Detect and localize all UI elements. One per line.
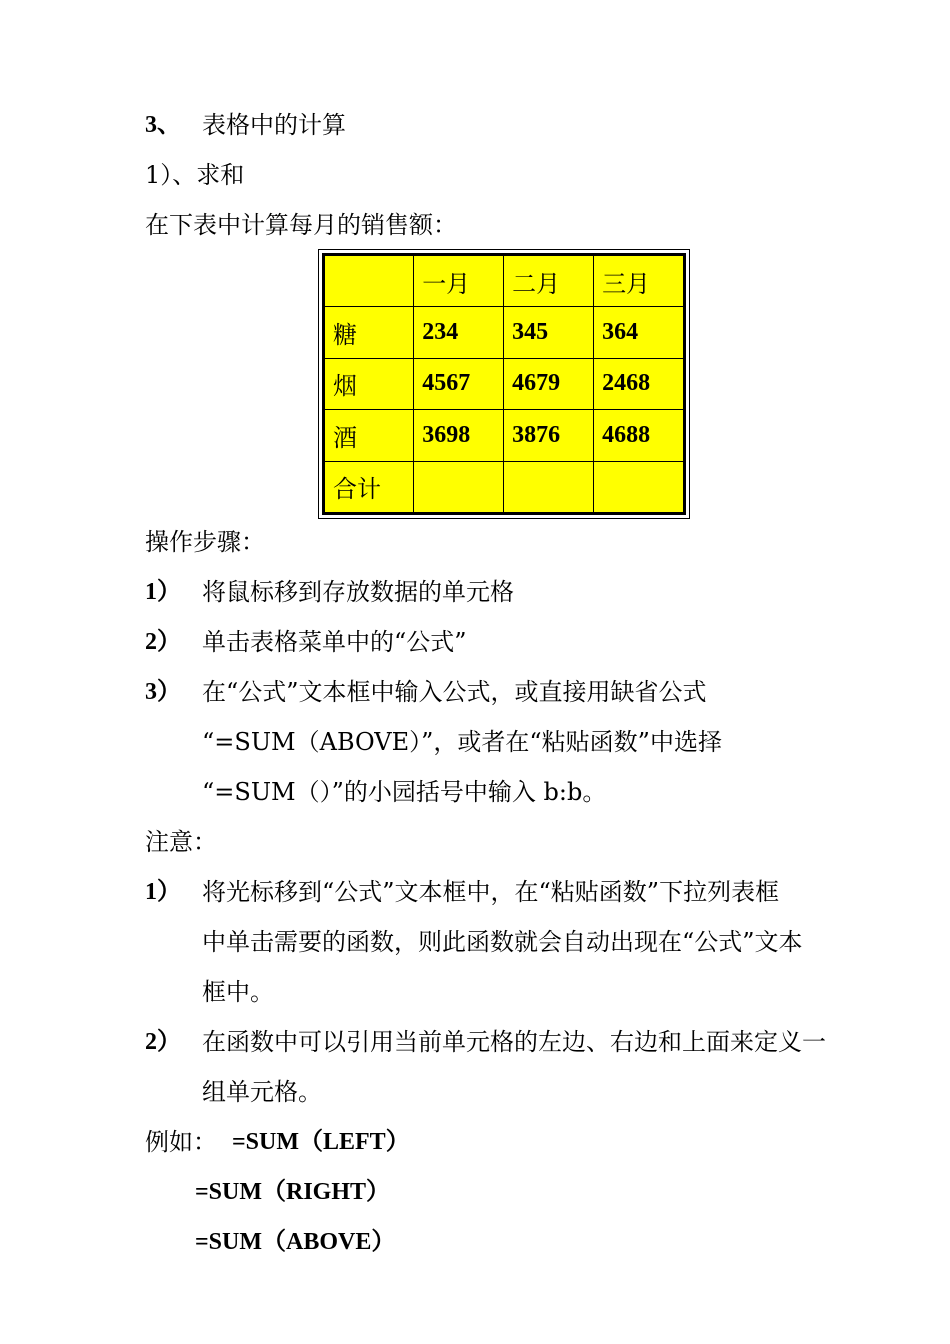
step-text-continued: “=SUM（）”的小园括号中输入 b:b。 [202,778,607,806]
total-cell [594,461,685,513]
example-formula: =SUM（LEFT） [232,1129,410,1155]
table-total-row [324,461,685,513]
subheading-text: 1）、求和 [145,161,245,189]
value-cell: 4679 [504,358,594,409]
intro-text: 在下表中计算每月的销售额： [145,211,457,239]
table-row [324,358,685,409]
example-formula: =SUM（ABOVE） [195,1229,396,1255]
table-header-cell: 二月 [504,255,594,307]
value-cell: 3876 [504,410,594,461]
table-header-cell: 三月 [594,255,685,307]
total-cell [414,461,504,513]
step-text: 在“公式”文本框中输入公式，或直接用缺省公式 [202,678,707,706]
table-header-cell: 一月 [414,255,504,307]
value-cell: 4567 [414,358,504,409]
note-text: 将光标移到“公式”文本框中，在“粘贴函数”下拉列表框 [202,878,780,906]
step-number: 1） [145,579,181,605]
note-text-continued: 中单击需要的函数，则此函数就会自动出现在“公式”文本 [202,928,803,956]
row-label-cell: 酒 [324,410,414,461]
section-number: 3、 [145,112,181,138]
subheading [145,160,244,190]
step-text-continued: “=SUM（ABOVE）”，或者在“粘贴函数”中选择 [202,728,722,756]
value-cell: 2468 [594,358,685,409]
row-label-cell: 烟 [324,358,414,409]
step-number: 2） [145,629,181,655]
sales-table-frame [318,249,690,519]
step-text: 单击表格菜单中的“公式” [202,628,467,656]
section-title: 表格中的计算 [202,111,346,139]
note-number: 2） [145,1029,181,1055]
example-formula: =SUM（RIGHT） [195,1179,391,1205]
row-label-cell: 糖 [324,307,414,358]
note-title: 注意： [145,828,217,856]
note-text: 在函数中可以引用当前单元格的左边、右边和上面来定义一 [202,1028,826,1056]
value-cell: 4688 [594,410,685,461]
table-corner-cell [324,255,414,307]
sales-table [322,253,686,515]
table-row [324,410,685,461]
total-cell [504,461,594,513]
example-label: 例如： [145,1128,217,1156]
value-cell: 345 [504,307,594,358]
steps-title: 操作步骤： [145,528,265,556]
step-text: 将鼠标移到存放数据的单元格 [202,578,514,606]
table-row [324,307,685,358]
value-cell: 234 [414,307,504,358]
note-text-continued: 组单元格。 [202,1078,322,1106]
note-number: 1） [145,879,181,905]
note-text-continued: 框中。 [202,978,274,1006]
step-number: 3） [145,679,181,705]
row-label-cell: 合计 [324,461,414,513]
table-header-row [324,255,685,307]
value-cell: 3698 [414,410,504,461]
value-cell: 364 [594,307,685,358]
